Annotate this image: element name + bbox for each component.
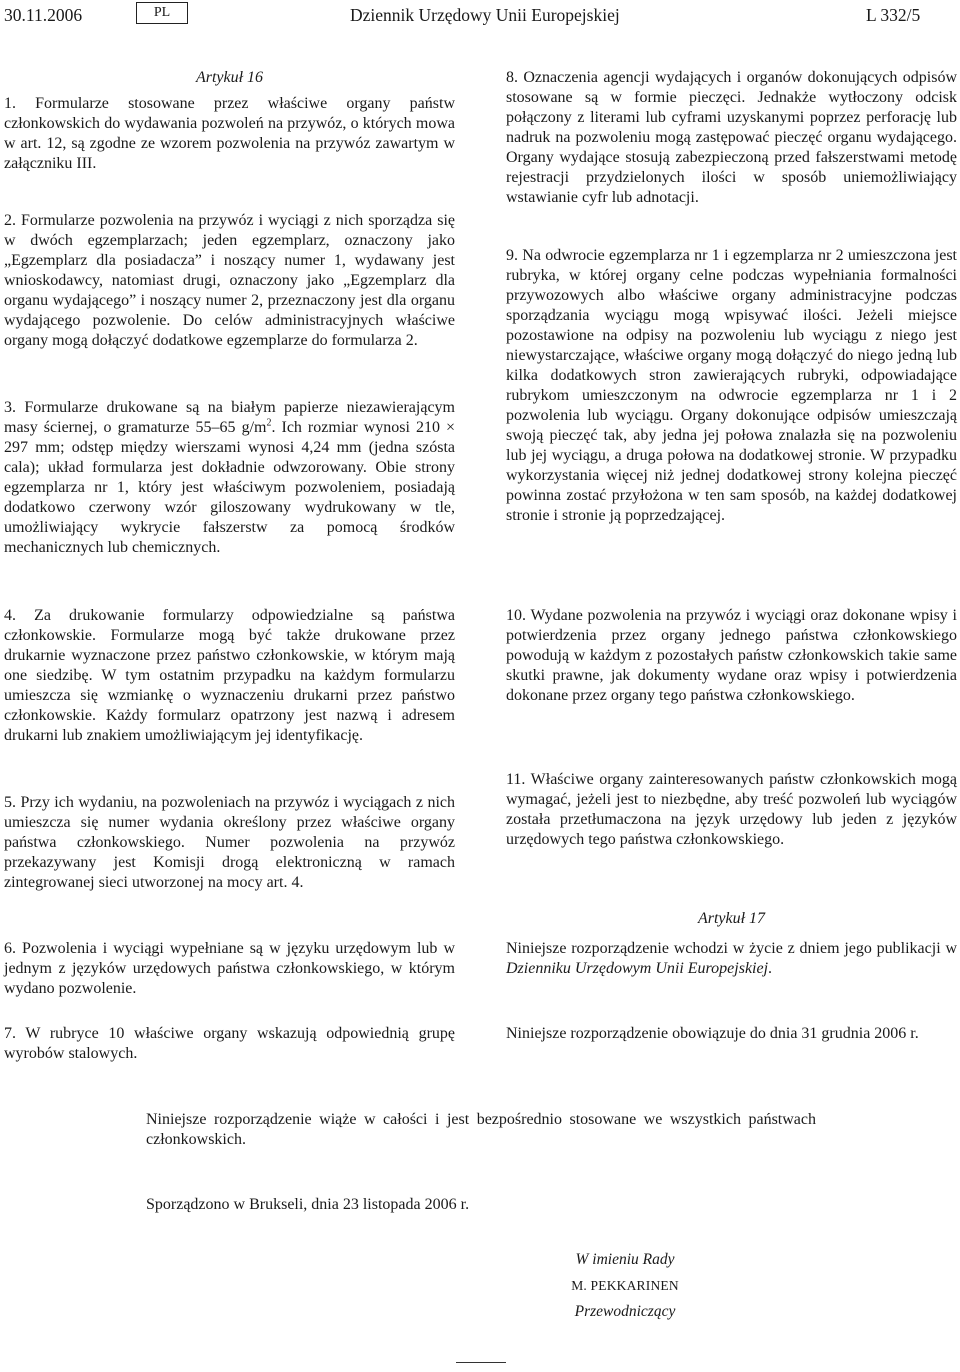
footnote-divider (456, 1362, 506, 1363)
journal-name-italic: Dzienniku Urzędowym Unii Europejskiej (506, 960, 769, 977)
paragraph-2: 2. Formularze pozwolenia na przywóz i wyciągi z nich sporządza się w dwóch egzemplarzach; jeden egzemplarz, oznaczony jako „Egzemplarz dla posiadacza” i noszący numer 1, wydawany jest wnioskodawcy, natomiast drugi, oznaczony jako „Egzemplarz dla organu wydającego” i noszący numer 2, przeznaczony jest dla organu wydającego pozwolenie. Do celów administracyjnych właściwe organy mogą dołączyć dodatkowe egzemplarze do formularza 2. (4, 212, 455, 349)
page-reference: L 332/5 (866, 5, 921, 25)
done-at: Sporządzono w Brukseli, dnia 23 listopada 2006 r. (146, 1196, 470, 1213)
article-17-title: Artykuł 17 (697, 910, 766, 927)
header-date: 30.11.2006 (4, 5, 83, 25)
paragraph-3-part-b: . Ich rozmiar wynosi 210 × 297 mm; odstęp między wierszami wynosi 4,24 mm (jedna szósta cala); układ formularza jest dokładnie odwzorowany. Obie strony egzemplarza nr 1, który jest właściwym pozwoleniem, posiadają dodatkowo czerwony wzór giloszowany wydrukowany w tle, umożliwiający wykrycie fałszerstw za pomocą środków mechanicznych lub chemicznych. (4, 419, 455, 556)
paragraph-6: 6. Pozwolenia i wyciągi wypełniane są w języku urzędowym lub w jednym z języków urzędowych państwa członkowskiego, w którym wydano pozwolenie. (4, 940, 455, 997)
article-17-paragraph-1: Niniejsze rozporządzenie wchodzi w życie z dniem jego publikacji w Dzienniku Urzędowym Unii Europejskiej. (506, 940, 957, 977)
binding-clause: Niniejsze rozporządzenie wiąże w całości i jest bezpośrednio stosowane we wszystkich państwach członkowskich. (146, 1111, 816, 1148)
paragraph-9: 9. Na odwrocie egzemplarza nr 1 i egzemplarza nr 2 umieszczona jest rubryka, w której organy celne podczas wypełniania formalności przywozowych albo właściwe organy administracyjne podczas sporządzania wyciągu mogą wpisywać ilości. Jeżeli miejsce pozostawione na odpisy na pozwoleniu lub wyciągu z niego jest niewystarczające, właściwe organy mogą dołączyć do niego jedną lub kilka dodatkowych stron zawierających rubryki, odpowiadające rubrykom umieszczonym na odwrocie egzemplarza nr 1 i 2 pozwolenia lub wyciągu. Organy dokonujące odpisów umieszczają swoją pieczęć tak, aby jedna jej połowa znalazła się na pozwoleniu lub jej wyciągu, a druga połowa na dodatkowej stronie. W przypadku wykorzystania więcej niż jednej dodatkowej strony kolejna pieczęć powinna zostać przyłożona w ten sam sposób, na każdej dodatkowej stronie i stronie ją poprzedzającej. (506, 247, 957, 524)
paragraph-10: 10. Wydane pozwolenia na przywóz i wyciągi oraz dokonane wpisy i potwierdzenia przez organy jednego państwa członkowskiego powodują w każdym z pozostałych państw członkowskich takie same skutki prawne, jak dokumenty wydane oraz wpisy i potwierdzenia dokonane przez organy tego państwa członkowskiego. (506, 607, 957, 704)
article-16-title: Artykuł 16 (195, 69, 264, 86)
language-badge: PL (136, 2, 188, 24)
paragraph-1: 1. Formularze stosowane przez właściwe organy państw członkowskich do wydawania pozwoleń na przywóz, o których mowa w art. 12, są zgodne ze wzorem pozwolenia na przywóz zawartym w załączniku III. (4, 95, 455, 172)
paragraph-11: 11. Właściwe organy zainteresowanych państw członkowskich mogą wymagać, jeżeli jest to niezbędne, aby treść pozwoleń lub wyciągów została przetłumaczona na język urzędowy lub jeden z języków urzędowych tego państwa członkowskiego. (506, 771, 957, 848)
signatory-name: M. PEKKARINEN (571, 1278, 679, 1293)
signature-block (560, 1247, 690, 1325)
signatory-role: Przewodniczący (574, 1303, 676, 1320)
paragraph-7: 7. W rubryce 10 właściwe organy wskazują odpowiednią grupę wyrobów stalowych. (4, 1025, 455, 1062)
superscript: 2 (266, 417, 272, 429)
signature-for: W imieniu Rady (575, 1251, 675, 1268)
paragraph-4: 4. Za drukowanie formularzy odpowiedzialne są państwa członkowskie. Formularze mogą być także drukowane przez drukarnie wyznaczone przez państwo członkowskie, w którym mają one siedzibę. W tym ostatnim przypadku na każdym formularzu umieszcza się wzmiankę o wyznaczeniu drukarni przez państwo członkowskie. Każdy formularz opatrzony jest nazwą i adresem drukarni lub znakiem umożliwiającym jej identyfikację. (4, 607, 455, 744)
paragraph-8: 8. Oznaczenia agencji wydających i organów dokonujących odpisów stosowane są w formie pieczęci. Jednakże wytłoczony odcisk połączony z literami lub cyframi uzyskanymi poprzez perforację lub nadruk na pozwoleniu mogą zastępować pieczęć organu wydającego. Organy wydające stosują zabezpieczoną przed fałszerstwami metodę rejestracji przydzielonych ilości w sposób uniemożliwiający wstawianie cyfr lub adnotacji. (506, 69, 957, 206)
journal-title: Dziennik Urzędowy Unii Europejskiej (350, 5, 620, 25)
paragraph-5: 5. Przy ich wydaniu, na pozwoleniach na przywóz i wyciągach z nich umieszcza się numer wydania określony przez właściwe organy państwa członkowskiego. Numer pozwolenia na przywóz przekazywany jest Komisji drogą elektroniczną w ramach zintegrowanej sieci utworzonej na mocy art. 4. (4, 794, 455, 891)
article-17-paragraph-2: Niniejsze rozporządzenie obowiązuje do dnia 31 grudnia 2006 r. (506, 1025, 919, 1042)
paragraph-3-part-a: 3. Formularze drukowane są na białym papierze niezawierającym masy ściernej, o gramaturze 55–65 g/m (4, 399, 455, 436)
paragraph-3 (4, 398, 455, 558)
